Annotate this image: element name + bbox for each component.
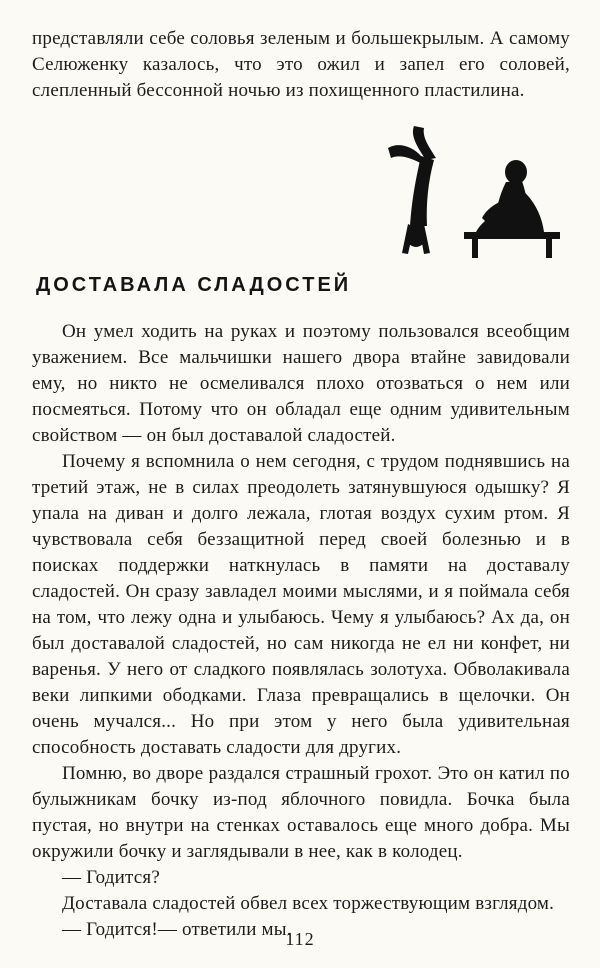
illustration-row	[32, 110, 564, 260]
story-paragraph: Он умел ходить на руках и поэтому пользовался всеобщим уважением. Все мальчишки нашего двора втайне завидовали ему, но никто не осмеливался плохо отозваться о нем или посмеяться. Потому что он обладал еще одним удивительным свойством — он был доставалой сладостей.	[32, 321, 570, 446]
dialogue-line: — Годится?	[62, 867, 160, 888]
story-paragraph: Помню, во дворе раздался страшный грохот. Это он катил по булыжникам бочку из-под яблочного повидла. Бочка была пустая, но внутри на стенках оставалось еще много добра. Мы окружили бочку и заглядывали в нее, как в колодец.	[32, 763, 570, 862]
chapter-heading: ДОСТАВАЛА СЛАДОСТЕЙ	[36, 274, 352, 296]
continuation-paragraph: представляли себе соловья зеленым и большекрылым. А самому Селюженку казалось, что это ожил и запел его соловей, слепленный бессонной ночью из похищенного пластилина.	[32, 28, 570, 101]
story-paragraph: Почему я вспомнила о нем сегодня, с трудом поднявшись на третий этаж, не в силах преодолеть затянувшуюся одышку? Я упала на диван и долго лежала, глотая воздух сухим ртом. Я чувствовала себя беззащитной перед своей болезнью и в поисках поддержки наткнулась в памяти на доставалу сладостей. Он сразу завладел моими мыслями, и я поймала себя на том, что лежу одна и улыбаюсь. Чему я улыбаюсь? Ах да, он был доставалой сладостей, но сам никогда не ел ни конфет, ни варенья. У него от сладкого появлялась золотуха. Обволакивала веки липкими ободками. Глаза превращались в щелочки. Он очень мучался... Но при этом у него была удивительная способность доставать сладости для других.	[32, 451, 570, 758]
dialogue-line: — Годится!— ответили мы.	[62, 919, 292, 940]
story-text	[32, 319, 570, 943]
page-number: 112	[285, 929, 315, 949]
handstand-and-seated-figure-illustration	[364, 120, 564, 260]
story-paragraph: Доставала сладостей обвел всех торжествующим взглядом.	[62, 893, 555, 914]
